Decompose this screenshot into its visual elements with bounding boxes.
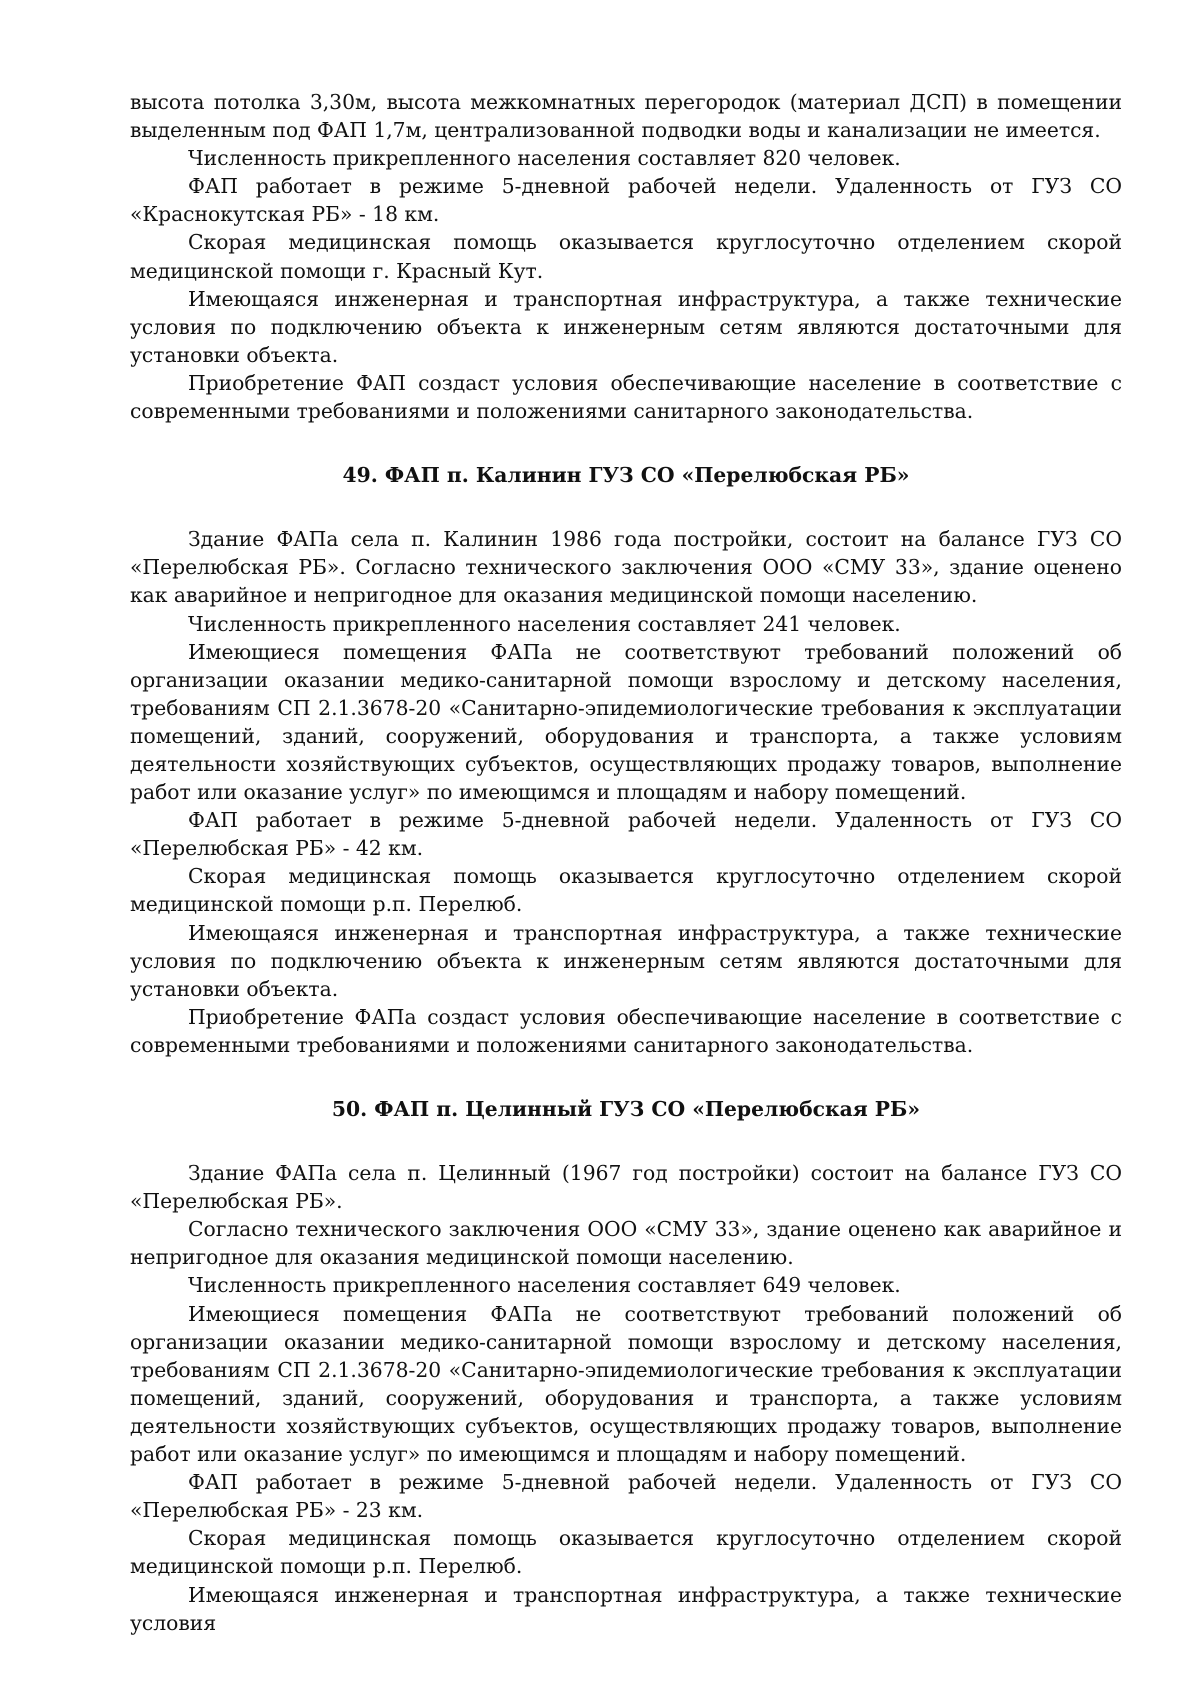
section-49-paragraph-population: Численность прикрепленного населения составляет 241 человек. [188, 611, 901, 636]
section-50-paragraph-population: Численность прикрепленного населения составляет 649 человек. [188, 1273, 901, 1298]
section-gap [130, 425, 1122, 461]
section-49-paragraph-infrastructure: Имеющаяся инженерная и транспортная инфраструктура, а также технические условия по подключению объекта к инженерным сетям являются достаточными для установки объекта. [130, 920, 1122, 1001]
intro-paragraph-infrastructure: Имеющаяся инженерная и транспортная инфраструктура, а также технические условия по подключению объекта к инженерным сетям являются достаточными для установки объекта. [130, 286, 1122, 367]
intro-paragraph-schedule: ФАП работает в режиме 5-дневной рабочей недели. Удаленность от ГУЗ СО «Краснокутская РБ» - 18 км. [130, 174, 1122, 227]
intro-paragraph-continuation: высота потолка 3,30м, высота межкомнатных перегородок (материал ДСП) в помещении выделенным под ФАП 1,7м, централизованной подводки воды и канализации не имеется. [130, 90, 1122, 143]
section-49-heading: 49. ФАП п. Калинин ГУЗ СО «Перелюбская РБ» [342, 463, 910, 488]
document-page [130, 88, 1122, 1637]
section-49-paragraph-schedule: ФАП работает в режиме 5-дневной рабочей недели. Удаленность от ГУЗ СО «Перелюбская РБ» - 42 км. [130, 808, 1122, 861]
section-50-paragraph-schedule: ФАП работает в режиме 5-дневной рабочей недели. Удаленность от ГУЗ СО «Перелюбская РБ» - 23 км. [130, 1470, 1122, 1523]
section-49-paragraph-requirements: Имеющиеся помещения ФАПа не соответствуют требований положений об организации оказании медико-санитарной помощи взрослому и детскому населения, требованиям СП 2.1.3678-20 «Санитарно-эпидемиологические требования к эксплуатации помещений, зданий, сооружений, оборудования и транспорта, а также условиям деятельности хозяйствующих субъектов, осуществляющих продажу товаров, выполнение работ или оказание услуг» по имеющимся и площадям и набору помещений. [130, 639, 1122, 805]
section-50-heading: 50. ФАП п. Целинный ГУЗ СО «Перелюбская РБ» [331, 1097, 921, 1121]
intro-paragraph-ambulance: Скорая медицинская помощь оказывается круглосуточно отделением скорой медицинской помощи г. Красный Кут. [130, 230, 1122, 283]
section-50-paragraph-infrastructure: Имеющаяся инженерная и транспортная инфраструктура, а также технические условия [130, 1582, 1122, 1635]
section-49-paragraph-ambulance: Скорая медицинская помощь оказывается круглосуточно отделением скорой медицинской помощи р.п. Перелюб. [130, 864, 1122, 917]
section-50-paragraph-assessment: Согласно технического заключения ООО «СМУ 33», здание оценено как аварийное и непригодное для оказания медицинской помощи населению. [130, 1217, 1122, 1270]
section-gap [130, 1059, 1122, 1095]
section-gap [130, 1123, 1122, 1159]
intro-paragraph-acquisition: Приобретение ФАП создаст условия обеспечивающие население в соответствие с современными требованиями и положениями санитарного законодательства. [130, 370, 1122, 424]
intro-paragraph-population: Численность прикрепленного населения составляет 820 человек. [188, 146, 901, 171]
section-50-paragraph-requirements: Имеющиеся помещения ФАПа не соответствуют требований положений об организации оказании медико-санитарной помощи взрослому и детскому населения, требованиям СП 2.1.3678-20 «Санитарно-эпидемиологические требования к эксплуатации помещений, зданий, сооружений, оборудования и транспорта, а также условиям деятельности хозяйствующих субъектов, осуществляющих продажу товаров, выполнение работ или оказание услуг» по имеющимся и площадям и набору помещений. [130, 1301, 1122, 1467]
section-49-paragraph-building: Здание ФАПа села п. Калинин 1986 года постройки, состоит на балансе ГУЗ СО «Перелюбская РБ». Согласно технического заключения ООО «СМУ 33», здание оценено как аварийное и непригодное для оказания медицинской помощи населению. [130, 527, 1122, 608]
section-49-paragraph-acquisition: Приобретение ФАПа создаст условия обеспечивающие население в соответствие с современными требованиями и положениями санитарного законодательства. [130, 1004, 1122, 1057]
section-50-paragraph-ambulance: Скорая медицинская помощь оказывается круглосуточно отделением скорой медицинской помощи р.п. Перелюб. [130, 1526, 1122, 1579]
section-gap [130, 489, 1122, 525]
section-50-paragraph-building: Здание ФАПа села п. Целинный (1967 год постройки) состоит на балансе ГУЗ СО «Перелюбская РБ». [130, 1161, 1122, 1214]
